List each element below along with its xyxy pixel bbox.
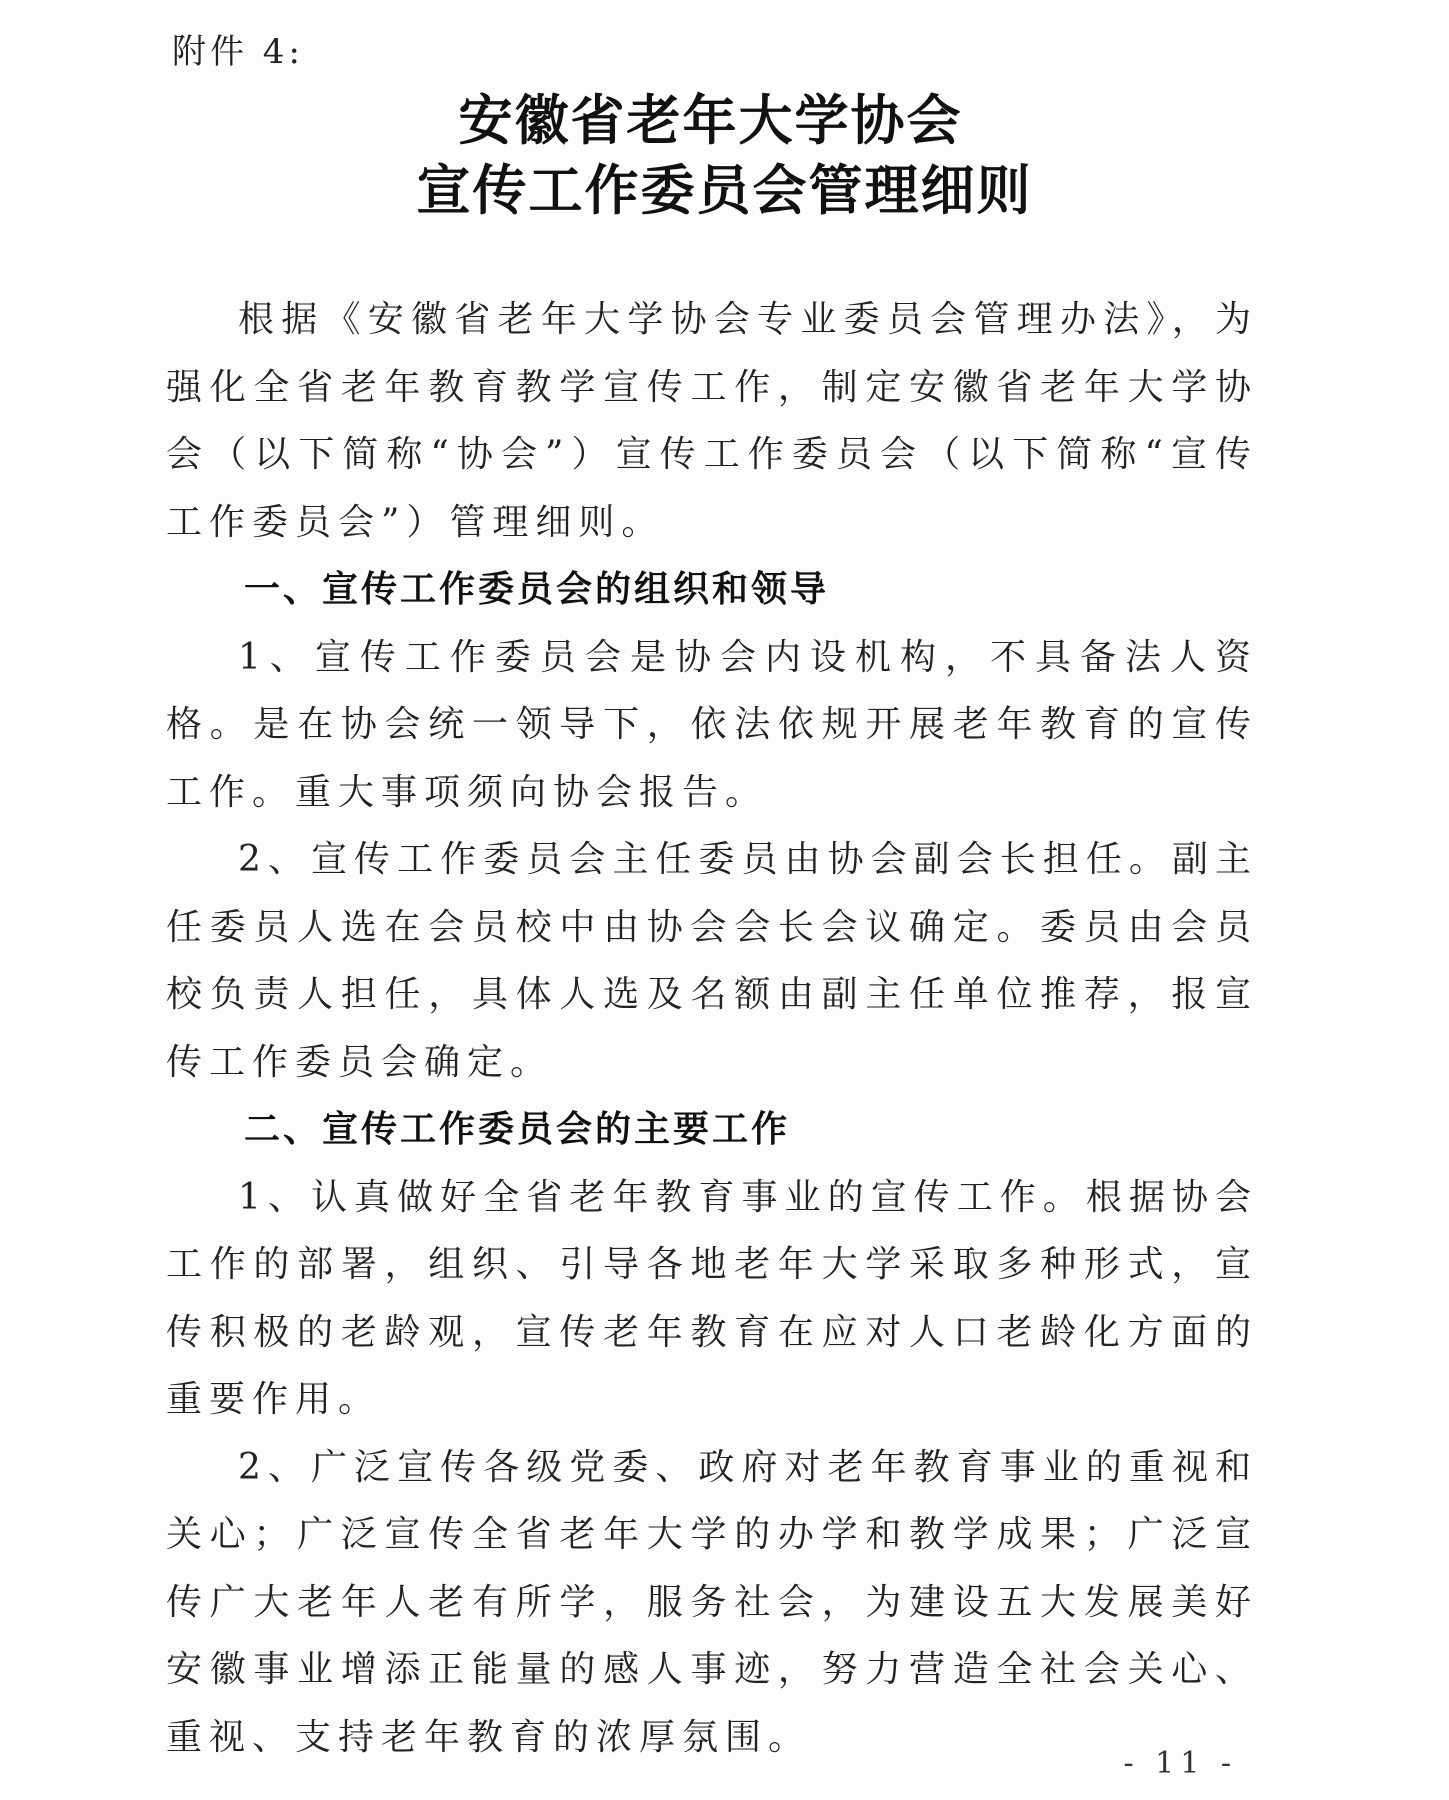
attachment-label: 附件 4: xyxy=(172,32,304,72)
section-1-heading: 一、宣传工作委员会的组织和领导 xyxy=(244,569,830,610)
page-number: - 11 - xyxy=(1123,1746,1237,1781)
document-title-line-1: 安徽省老年大学协会 xyxy=(458,89,963,152)
intro-paragraph: 根据《安徽省老年大学协会专业委员会管理办法》，为强化全省老年教育教学宣传工作，制定安徽省老年大学协会（以下简称“协会”）宣传工作委员会（以下简称“宣传工作委员会”）管理细则。 xyxy=(166,299,1258,543)
document-title-line-2: 宣传工作委员会管理细则 xyxy=(416,159,1033,222)
section-2-item-2: 2、广泛宣传各级党委、政府对老年教育事业的重视和关心；广泛宣传全省老年大学的办学和教学成果；广泛宣传广大老年人老有所学，服务社会，为建设五大发展美好安徽事业增添正能量的感人事迹，努力营造全社会关心、重视、支持老年教育的浓厚氛围。 xyxy=(166,1446,1258,1758)
section-1-item-2: 2、宣传工作委员会主任委员由协会副会长担任。副主任委员人选在会员校中由协会会长会议确定。委员由会员校负责人担任，具体人选及名额由副主任单位推荐，报宣传工作委员会确定。 xyxy=(166,839,1258,1083)
section-2-heading: 二、宣传工作委员会的主要工作 xyxy=(244,1109,791,1150)
document-body xyxy=(166,286,1258,1771)
section-2-item-1: 1、认真做好全省老年教育事业的宣传工作。根据协会工作的部署，组织、引导各地老年大学采取多种形式，宣传积极的老龄观，宣传老年教育在应对人口老龄化方面的重要作用。 xyxy=(166,1176,1258,1420)
section-1-item-1: 1、宣传工作委员会是协会内设机构，不具备法人资格。是在协会统一领导下，依法依规开展老年教育的宣传工作。重大事项须向协会报告。 xyxy=(166,636,1258,813)
